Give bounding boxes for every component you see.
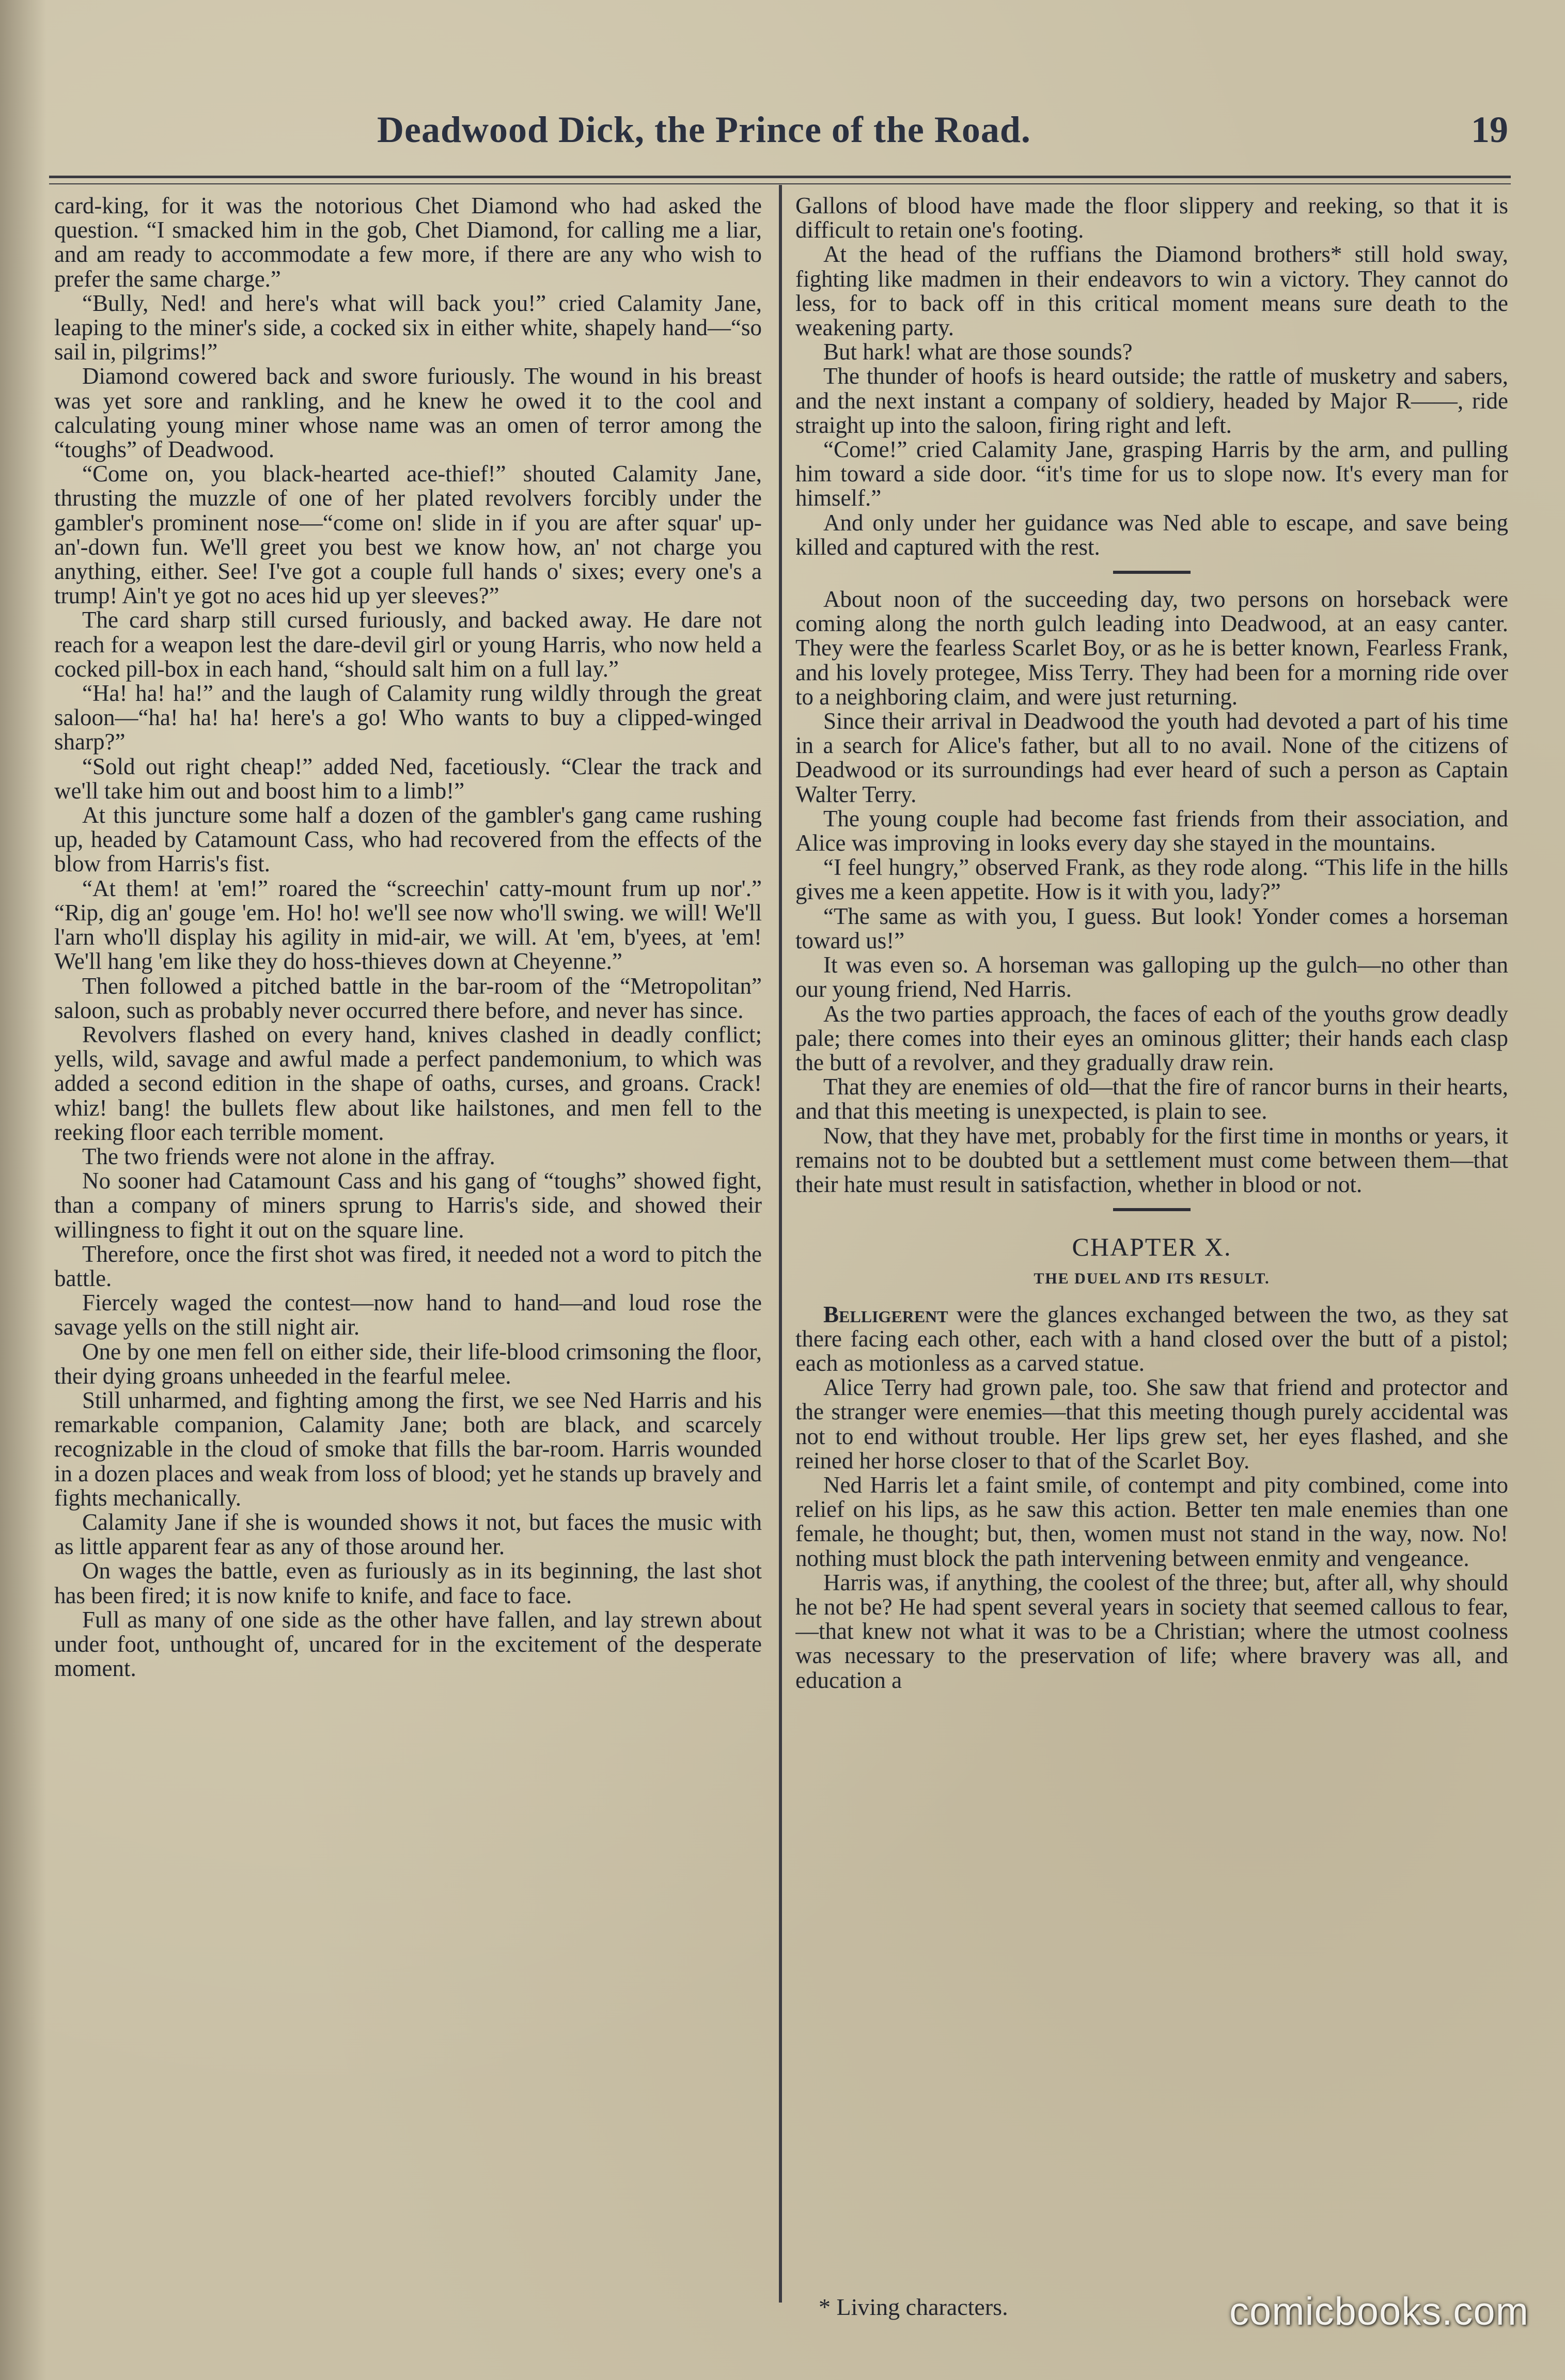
chapter-heading: CHAPTER X.: [1072, 1232, 1232, 1262]
paragraph: “Come!” cried Calamity Jane, grasping Harris by the arm, and pulling him toward a side door. “it's time for us to slope now. It's every man for himself.”: [795, 436, 1508, 511]
paragraph: Then followed a pitched battle in the bar-room of the “Metropolitan” saloon, such as probably never occurred there before, and never has since.: [54, 973, 762, 1023]
paragraph: Revolvers flashed on every hand, knives clashed in deadly conflict; yells, wild, savage and awful made a perfect pandemonium, to which was added a second edition in the shape of oaths, curses, and groans. Crack! whiz! bang! the bullets flew about like hailstones, and men fell to the reeking floor each terrible moment.: [54, 1021, 762, 1145]
paragraph: “Ha! ha! ha!” and the laugh of Calamity rung wildly through the great saloon—“ha! ha! ha! here's a go! Who wants to buy a clipped-winged sharp?”: [54, 680, 762, 755]
paragraph: Gallons of blood have made the floor slippery and reeking, so that it is difficult to retain one's footing.: [795, 194, 1508, 243]
chapter-opening-paragraph: [795, 1303, 1508, 1376]
watermark: comicbooks.com: [1229, 2290, 1529, 2334]
paragraph: As the two parties approach, the faces of each of the youths grow deadly pale; there comes into their eyes an ominous glitter; their hands each clasp the butt of a revolver, and they gradually draw rein.: [795, 1000, 1508, 1075]
left-column: [54, 194, 762, 2337]
right-column: [795, 194, 1508, 2337]
paragraph: Now, that they have met, probably for the first time in months or years, it remains not to be doubted but a settlement must come between them—that their hate must result in satisfaction, whether in blood or not.: [795, 1122, 1508, 1197]
paragraph: At the head of the ruffians the Diamond brothers* still hold sway, fighting like madmen in their endeavors to win a victory. They cannot do less, for to back off in this critical moment means sure death to the weakening party.: [795, 241, 1508, 341]
paragraph: Full as many of one side as the other have fallen, and lay strewn about under foot, unthought of, uncared for in the excitement of the desperate moment.: [54, 1606, 762, 1682]
paragraph: card-king, for it was the notorious Chet Diamond who had asked the question. “I smacked him in the gob, Chet Diamond, for calling me a liar, and am ready to accommodate a few more, if there are any who wish to prefer the same charge.”: [54, 194, 762, 292]
paragraph: One by one men fell on either side, their life-blood crimsoning the floor, their dying groans unheeded in the fearful melee.: [54, 1338, 762, 1389]
paragraph: Still unharmed, and fighting among the first, we see Ned Harris and his remarkable companion, Calamity Jane; both are black, and scarcely recognizable in the cloud of smoke that fills the bar-room. Harris wounded in a dozen places and weak from loss of blood; yet he stands up bravely and fights mechanically.: [54, 1387, 762, 1511]
footnote: * Living characters.: [819, 2294, 1008, 2320]
paragraph: No sooner had Catamount Cass and his gang of “toughs” showed fight, than a company of miners sprung to Harris's side, and showed their willingness to fight it out on the square line.: [54, 1168, 762, 1243]
paragraph: “Bully, Ned! and here's what will back you!” cried Calamity Jane, leaping to the miner's side, a cocked six in either white, shapely hand—“so sail in, pilgrims!”: [54, 290, 762, 365]
paragraph: Alice Terry had grown pale, too. She saw that friend and protector and the stranger were enemies—that this meeting though purely accidental was not to end without trouble. Her lips grew set, her eyes flashed, and she reined her horse closer to that of the Scarlet Boy.: [795, 1374, 1508, 1474]
paragraph: The thunder of hoofs is heard outside; the rattle of musketry and sabers, and the next instant a company of soldiery, headed by Major R——, ride straight up into the saloon, firing right and left.: [795, 363, 1508, 438]
paragraph: The card sharp still cursed furiously, and backed away. He dare not reach for a weapon lest the dare-devil girl or young Harris, who now held a cocked pill-box in each hand, “should salt him on a full lay.”: [54, 607, 762, 682]
paragraph: But hark! what are those sounds?: [823, 339, 1133, 365]
paragraph: At this juncture some half a dozen of the gambler's gang came rushing up, headed by Catamount Cass, who had recovered from the effects of the blow from Harris's fist.: [54, 802, 762, 877]
header-rule: [49, 176, 1511, 184]
paragraph: “Come on, you black-hearted ace-thief!” shouted Calamity Jane, thrusting the muzzle of one of her plated revolvers forcibly under the gambler's prominent nose—“come on! slide in if you are after squar' up-an'-down fun. We'll greet you best we know how, an' not charge you anything, either. See! I've got a couple full hands o' sixes; every one's a trump! Ain't ye got no aces hid up yer sleeves?”: [54, 461, 762, 609]
paragraph: That they are enemies of old—that the fire of rancor burns in their hearts, and that this meeting is unexpected, is plain to see.: [795, 1074, 1508, 1124]
paragraph: The young couple had become fast friends from their association, and Alice was improving in looks every day she stayed in the mountains.: [795, 805, 1508, 856]
lead-word: Belligerent: [823, 1301, 948, 1327]
paragraph: “The same as with you, I guess. But look! Yonder comes a horseman toward us!”: [795, 903, 1508, 953]
running-title: Deadwood Dick, the Prince of the Road.: [377, 109, 1031, 150]
opening-text: were the glances exchanged between the two, as they sat there facing each other, each with a hand closed over the butt of a pistol; each as motionless as a carved statue.: [795, 1301, 1508, 1376]
paragraph: Since their arrival in Deadwood the youth had devoted a part of his time in a search for Alice's father, but all to no avail. None of the citizens of Deadwood or its surroundings had ever heard of such a person as Captain Walter Terry.: [795, 708, 1508, 807]
paragraph: On wages the battle, even as furiously as in its beginning, the last shot has been fired; it is now knife to knife, and face to face.: [54, 1558, 762, 1608]
paragraph: Therefore, once the first shot was fired, it needed not a word to pitch the battle.: [54, 1241, 762, 1291]
paragraph: And only under her guidance was Ned able to escape, and save being killed and captured with the rest.: [795, 509, 1508, 560]
section-divider: [1113, 1208, 1191, 1211]
chapter-subtitle: THE DUEL AND ITS RESULT.: [1034, 1270, 1270, 1288]
paragraph: Diamond cowered back and swore furiously. The wound in his breast was yet sore and rankling, and he knew he owed it to the cool and calculating young miner whose name was an omen of terror among the “toughs” of Deadwood.: [54, 363, 762, 463]
paragraph: Harris was, if anything, the coolest of the three; but, after all, why should he not be? He had spent several years in society that seemed callous to fear,—that knew not what it was to be a Christian; where the utmost coolness was necessary to the preservation of life; where bravery was all, and education a: [795, 1569, 1508, 1693]
paragraph: Fiercely waged the contest—now hand to hand—and loud rose the savage yells on the still night air.: [54, 1290, 762, 1340]
paragraph: “I feel hungry,” observed Frank, as they rode along. “This life in the hills gives me a keen appetite. How is it with you, lady?”: [795, 854, 1508, 905]
paragraph: Calamity Jane if she is wounded shows it not, but faces the music with as little apparent fear as any of those around her.: [54, 1509, 762, 1560]
paragraph: The two friends were not alone in the affray.: [82, 1143, 495, 1169]
paragraph: About noon of the succeeding day, two persons on horseback were coming along the north gulch leading into Deadwood, at an easy canter. They were the fearless Scarlet Boy, or as he is better known, Fearless Frank, and his lovely protegee, Miss Terry. They had been for a morning ride over to a neighboring claim, and were just returning.: [795, 586, 1508, 710]
paragraph: It was even so. A horseman was galloping up the gulch—no other than our young friend, Ned Harris.: [795, 952, 1508, 1003]
page-edge-shadow: [0, 0, 46, 2380]
paragraph: Ned Harris let a faint smile, of contempt and pity combined, come into relief on his lips, as he saw this action. Better ten male enemies than one female, he thought; but, then, women must not stand in the way, now. No! nothing must block the path intervening between enmity and vengeance.: [795, 1471, 1508, 1571]
page-header: [52, 108, 1508, 165]
paragraph: “Sold out right cheap!” added Ned, facetiously. “Clear the track and we'll take him out and boost him to a limb!”: [54, 753, 762, 804]
paragraph: “At them! at 'em!” roared the “screechin' catty-mount frum up nor'.” “Rip, dig an' gouge 'em. Ho! ho! we'll see now who'll swing. we will! We'll l'arn who'll display his agility in mid-air, we will. At 'em, b'yees, at 'em! We'll hang 'em like they do hoss-thieves down at Cheyenne.”: [54, 875, 762, 975]
page-number: 19: [1471, 109, 1508, 150]
section-divider: [1113, 571, 1191, 574]
column-divider: [779, 185, 782, 2303]
